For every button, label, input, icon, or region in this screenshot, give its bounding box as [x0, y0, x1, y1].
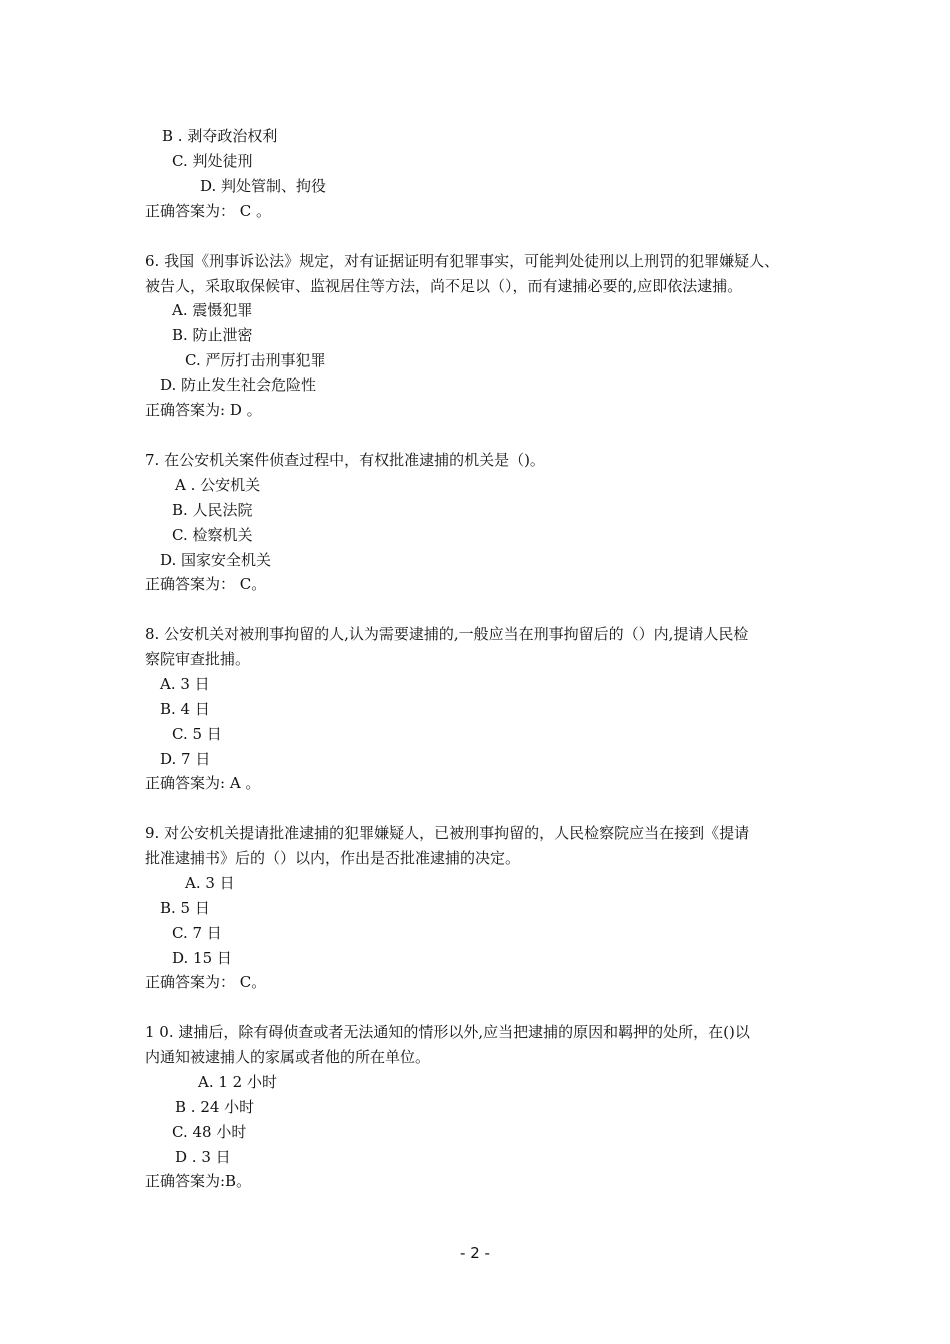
q6-option-d: D. 防止发生社会危险性 — [160, 376, 317, 394]
q9-stem-line1: 9. 对公安机关提请批准逮捕的犯罪嫌疑人，已被刑事拘留的，人民检察院应当在接到《提请 — [145, 824, 750, 842]
q5-option-c: C. 判处徒刑 — [172, 152, 253, 170]
q8-option-a: A. 3 日 — [160, 675, 210, 693]
q9-option-a: A. 3 日 — [185, 874, 235, 892]
q10-option-b: B . 24 小时 — [175, 1098, 255, 1116]
q8-stem-line2: 察院审查批捕。 — [145, 650, 251, 668]
q6-stem-line2: 被告人，采取取保候审、监视居住等方法，尚不足以（），而有逮捕必要的,应即依法逮捕。 — [145, 277, 743, 295]
q8-option-c: C. 5 日 — [172, 725, 222, 743]
q9-option-c: C. 7 日 — [172, 924, 222, 942]
q6-stem-line1: 6. 我国《刑事诉讼法》规定，对有证据证明有犯罪事实，可能判处徒刑以上刑罚的犯罪嫌疑人、 — [145, 252, 780, 270]
page-number: - 2 - — [460, 1244, 490, 1262]
q9-stem-line2: 批准逮捕书》后的（）以内，作出是否批准逮捕的决定。 — [145, 849, 521, 867]
q10-option-c: C. 48 小时 — [172, 1123, 247, 1141]
q9-option-b: B. 5 日 — [160, 899, 210, 917]
q8-option-d: D. 7 日 — [160, 750, 211, 768]
q5-option-b: B . 剥夺政治权利 — [162, 127, 278, 145]
q6-option-c: C. 严厉打击刑事犯罪 — [185, 351, 326, 369]
q5-option-d: D. 判处管制、拘役 — [200, 177, 327, 195]
q9-answer: 正确答案为： C。 — [145, 973, 267, 991]
q6-answer: 正确答案为: D 。 — [145, 401, 262, 419]
q7-option-a: A . 公安机关 — [175, 476, 261, 494]
q10-stem-line2: 内通知被逮捕人的家属或者他的所在单位。 — [145, 1048, 431, 1066]
q8-option-b: B. 4 日 — [160, 700, 210, 718]
q7-option-c: C. 检察机关 — [172, 526, 253, 544]
q10-option-a: A. 1 2 小时 — [198, 1073, 277, 1091]
q9-option-d: D. 15 日 — [172, 949, 232, 967]
q10-stem-line1: 1 0. 逮捕后，除有碍侦查或者无法通知的情形以外,应当把逮捕的原因和羁押的处所，在()以 — [145, 1023, 750, 1041]
q6-option-a: A. 震慑犯罪 — [172, 301, 253, 319]
q7-option-b: B. 人民法院 — [172, 501, 253, 519]
q10-option-d: D . 3 日 — [175, 1148, 231, 1166]
q5-answer: 正确答案为： C 。 — [145, 202, 272, 220]
q6-option-b: B. 防止泄密 — [172, 326, 253, 344]
q8-stem-line1: 8. 公安机关对被刑事拘留的人,认为需要逮捕的,一般应当在刑事拘留后的（）内,提请人民检 — [145, 625, 749, 643]
q7-option-d: D. 国家安全机关 — [160, 551, 272, 569]
q7-stem: 7. 在公安机关案件侦查过程中，有权批准逮捕的机关是（)。 — [145, 451, 545, 469]
q10-answer: 正确答案为:B。 — [145, 1172, 252, 1190]
q8-answer: 正确答案为: A 。 — [145, 774, 261, 792]
q7-answer: 正确答案为： C。 — [145, 575, 267, 593]
